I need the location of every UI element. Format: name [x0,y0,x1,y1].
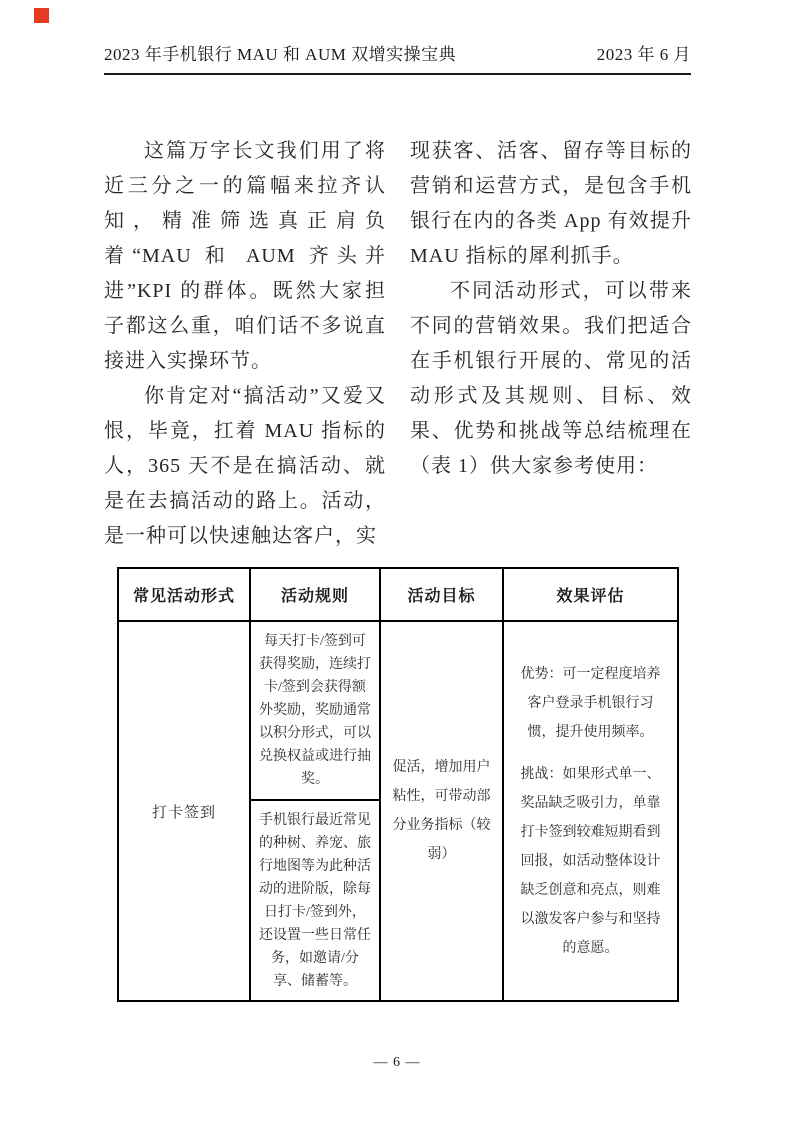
paragraph: 这篇万字长文我们用了将近三分之一的篇幅来拉齐认知，精准筛选真正肩负着“MAU 和 AUM 齐头并进”KPI 的群体。既然大家担子都这么重，咱们话不多说直接进入实操环节。 [104,140,386,372]
left-column [104,134,386,554]
evaluation-challenge: 挑战：如果形式单一、奖品缺乏吸引力，单靠打卡签到较难短期看到回报，如活动整体设计缺乏创意和亮点，则难以激发客户参与和坚持的意愿。 [520,766,661,956]
header-title: 2023 年手机银行 MAU 和 AUM 双增实操宝典 [104,45,457,64]
table-header-goal: 活动目标 [380,568,503,621]
cell-rule-1: 每天打卡/签到可获得奖励，连续打卡/签到会获得额外奖励，奖励通常以积分形式，可以兑换权益或进行抽奖。 [250,621,380,800]
paragraph: 你肯定对“搞活动”又爱又恨，毕竟，扛着 MAU 指标的人，365 天不是在搞活动、就是在去搞活动的路上。活动，是一种可以快速触达客户，实 [104,385,386,547]
cell-evaluation [503,621,678,1001]
evaluation-advantage: 优势：可一定程度培养客户登录手机银行习惯，提升使用频率。 [520,666,661,740]
paragraph: 不同活动形式，可以带来不同的营销效果。我们把适合在手机银行开展的、常见的活动形式及其规则、目标、效果、优势和挑战等总结梳理在（表 1）供大家参考使用： [410,280,692,477]
paragraph: 现获客、活客、留存等目标的营销和运营方式，是包含手机银行在内的各类 App 有效提升 MAU 指标的犀利抓手。 [410,140,692,267]
table-row [118,621,678,800]
table-header-row [118,568,678,621]
body-columns [104,134,692,554]
activity-table [117,567,679,1002]
table-header-activity-type: 常见活动形式 [118,568,250,621]
page-number: — 6 — [373,1055,421,1070]
table-header-rules: 活动规则 [250,568,380,621]
page-header [104,40,691,75]
cell-activity-name: 打卡签到 [118,621,250,1001]
cell-rule-2: 手机银行最近常见的种树、养宠、旅行地图等为此种活动的进阶版，除每日打卡/签到外，还设置一些日常任务，如邀请/分享、储蓄等。 [250,800,380,1001]
table-header-evaluation: 效果评估 [503,568,678,621]
right-column [410,134,692,554]
header-date: 2023 年 6 月 [596,45,691,64]
red-square-mark [34,8,49,23]
cell-goal: 促活，增加用户粘性，可带动部分业务指标（较弱） [380,621,503,1001]
